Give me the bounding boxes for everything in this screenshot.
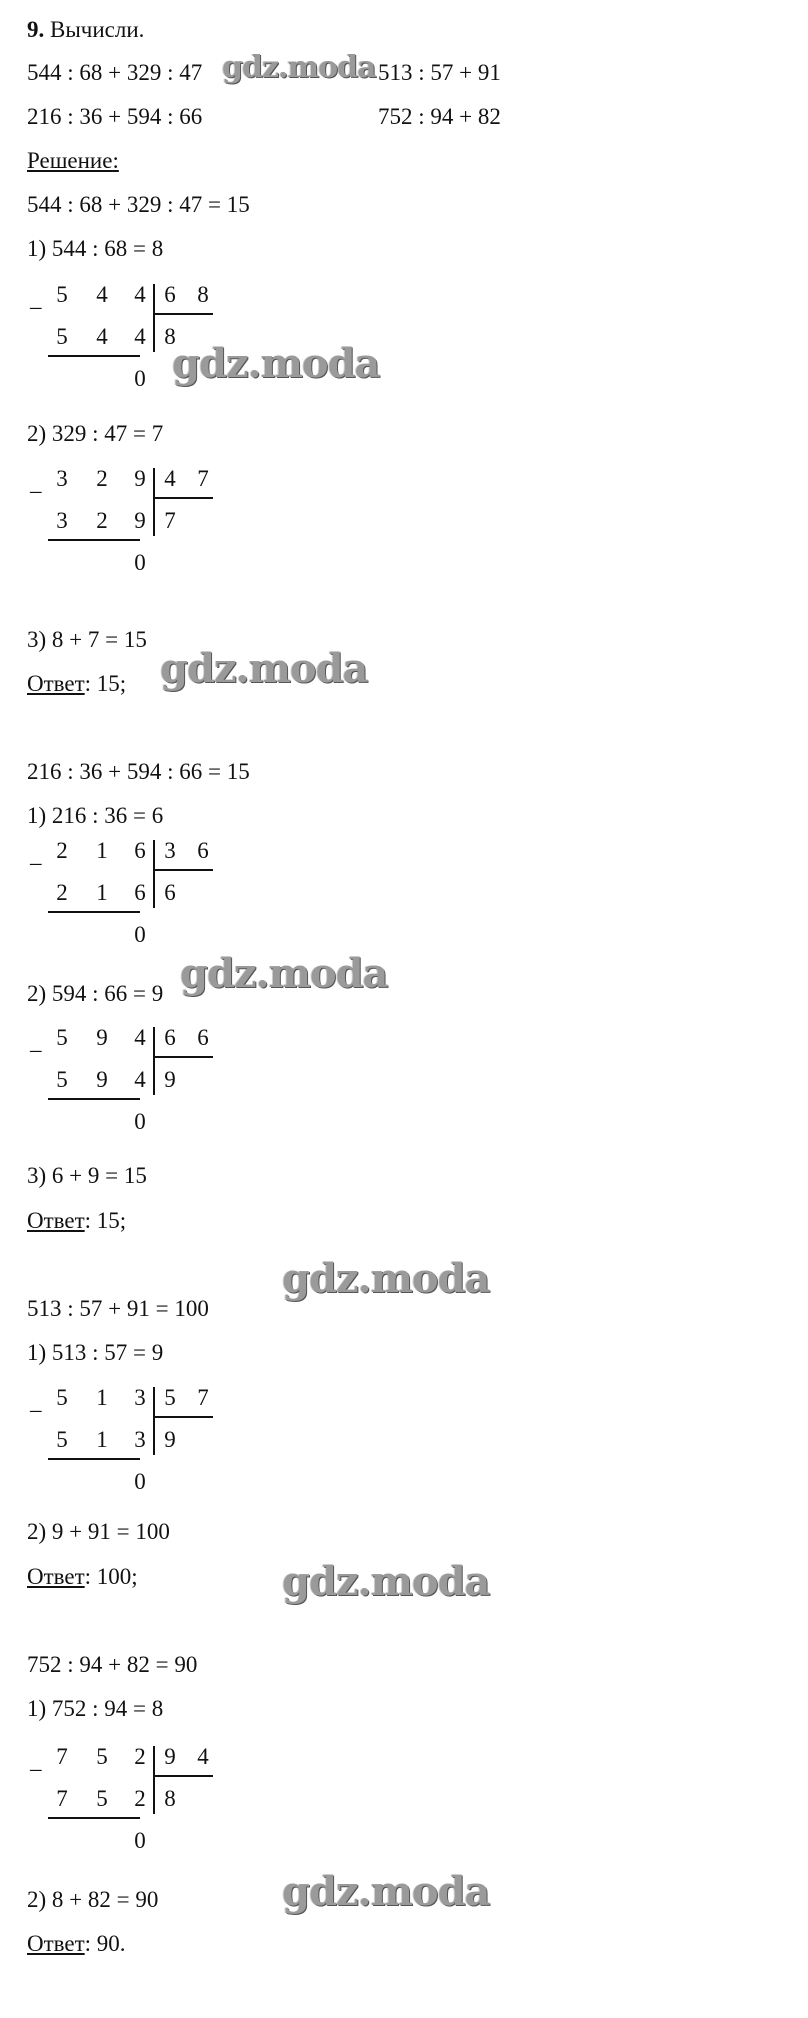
dividend-digit: 2	[134, 1744, 146, 1769]
remainder-digit: 0	[134, 922, 146, 947]
divisor-digit: 5	[164, 1385, 176, 1410]
division-bar	[153, 468, 155, 536]
dividend-digit: 4	[134, 1025, 146, 1050]
divisor-digit: 4	[197, 1744, 209, 1769]
divisor-underline	[153, 497, 213, 499]
quotient-digit: 6	[164, 880, 176, 905]
expression-1: 544 : 68 + 329 : 47	[27, 60, 203, 85]
subtrahend-digit: 4	[134, 1067, 146, 1092]
task-title: Вычисли.	[50, 17, 145, 42]
task-number: 9.	[27, 17, 45, 42]
expression-4: 752 : 94 + 82	[378, 104, 501, 129]
subtrahend-digit: 5	[96, 1786, 108, 1811]
division-bar	[153, 1387, 155, 1455]
minus-sign: –	[30, 850, 42, 875]
subtrahend-digit: 5	[56, 1067, 68, 1092]
block2-step3: 3) 6 + 9 = 15	[27, 1163, 147, 1188]
subtraction-line	[48, 1458, 140, 1460]
subtraction-line	[48, 539, 140, 541]
quotient-digit: 8	[164, 324, 176, 349]
block4-answer: Ответ: 90.	[27, 1931, 126, 1956]
subtrahend-digit: 1	[96, 880, 108, 905]
watermark: gdz.moda	[282, 1255, 490, 1302]
block1-step3: 3) 8 + 7 = 15	[27, 627, 147, 652]
subtrahend-digit: 9	[96, 1067, 108, 1092]
subtrahend-digit: 7	[56, 1786, 68, 1811]
divisor-underline	[153, 1416, 213, 1418]
divisor-digit: 4	[164, 466, 176, 491]
dividend-digit: 1	[96, 1385, 108, 1410]
subtraction-line	[48, 355, 140, 357]
subtrahend-digit: 4	[134, 324, 146, 349]
quotient-digit: 9	[164, 1067, 176, 1092]
watermark: gdz.moda	[282, 1868, 490, 1915]
solution-heading: Решение:	[27, 148, 119, 173]
subtrahend-digit: 3	[56, 508, 68, 533]
subtraction-line	[48, 911, 140, 913]
divisor-underline	[153, 1775, 213, 1777]
minus-sign: –	[30, 1756, 42, 1781]
divisor-underline	[153, 313, 213, 315]
block1-step1: 1) 544 : 68 = 8	[27, 236, 164, 261]
watermark: gdz.moda	[222, 50, 376, 85]
divisor-digit: 7	[197, 1385, 209, 1410]
subtrahend-digit: 5	[56, 1427, 68, 1452]
dividend-digit: 1	[96, 838, 108, 863]
divisor-digit: 6	[164, 282, 176, 307]
quotient-digit: 8	[164, 1786, 176, 1811]
watermark: gdz.moda	[160, 645, 368, 692]
remainder-digit: 0	[134, 1828, 146, 1853]
block2-step2: 2) 594 : 66 = 9	[27, 981, 164, 1006]
dividend-digit: 5	[56, 1385, 68, 1410]
block1-equation: 544 : 68 + 329 : 47 = 15	[27, 192, 250, 217]
block3-step2: 2) 9 + 91 = 100	[27, 1519, 170, 1544]
subtrahend-digit: 1	[96, 1427, 108, 1452]
quotient-digit: 9	[164, 1427, 176, 1452]
divisor-digit: 9	[164, 1744, 176, 1769]
quotient-digit: 7	[164, 508, 176, 533]
watermark: gdz.moda	[172, 340, 380, 387]
block3-answer: Ответ: 100;	[27, 1564, 138, 1589]
minus-sign: –	[30, 1397, 42, 1422]
minus-sign: –	[30, 478, 42, 503]
dividend-digit: 3	[56, 466, 68, 491]
subtrahend-digit: 2	[134, 1786, 146, 1811]
dividend-digit: 5	[56, 282, 68, 307]
dividend-digit: 9	[96, 1025, 108, 1050]
dividend-digit: 2	[56, 838, 68, 863]
block2-step1: 1) 216 : 36 = 6	[27, 803, 164, 828]
block2-long-division-2	[30, 1025, 250, 1135]
remainder-digit: 0	[134, 1109, 146, 1134]
divisor-underline	[153, 869, 213, 871]
divisor-digit: 8	[197, 282, 209, 307]
divisor-digit: 6	[164, 1025, 176, 1050]
watermark: gdz.moda	[282, 1558, 490, 1605]
expression-2: 513 : 57 + 91	[378, 60, 501, 85]
block2-long-division-1	[30, 838, 250, 948]
dividend-digit: 2	[96, 466, 108, 491]
dividend-digit: 5	[96, 1744, 108, 1769]
dividend-digit: 4	[96, 282, 108, 307]
subtrahend-digit: 9	[134, 508, 146, 533]
dividend-digit: 6	[134, 838, 146, 863]
subtrahend-digit: 4	[96, 324, 108, 349]
divisor-digit: 6	[197, 1025, 209, 1050]
division-bar	[153, 840, 155, 908]
division-bar	[153, 284, 155, 352]
remainder-digit: 0	[134, 550, 146, 575]
division-bar	[153, 1746, 155, 1814]
block2-equation: 216 : 36 + 594 : 66 = 15	[27, 759, 250, 784]
minus-sign: –	[30, 294, 42, 319]
subtraction-line	[48, 1098, 140, 1100]
dividend-digit: 3	[134, 1385, 146, 1410]
block1-step2: 2) 329 : 47 = 7	[27, 421, 164, 446]
block4-step2: 2) 8 + 82 = 90	[27, 1887, 159, 1912]
dividend-digit: 4	[134, 282, 146, 307]
divisor-digit: 3	[164, 838, 176, 863]
divisor-digit: 7	[197, 466, 209, 491]
subtraction-line	[48, 1817, 140, 1819]
division-bar	[153, 1027, 155, 1095]
block4-equation: 752 : 94 + 82 = 90	[27, 1652, 198, 1677]
block1-answer: Ответ: 15;	[27, 671, 127, 696]
expression-3: 216 : 36 + 594 : 66	[27, 104, 203, 129]
subtrahend-digit: 2	[96, 508, 108, 533]
dividend-digit: 9	[134, 466, 146, 491]
block4-step1: 1) 752 : 94 = 8	[27, 1696, 164, 1721]
block3-long-division-1	[30, 1385, 250, 1495]
subtrahend-digit: 2	[56, 880, 68, 905]
block3-equation: 513 : 57 + 91 = 100	[27, 1296, 209, 1321]
subtrahend-digit: 5	[56, 324, 68, 349]
dividend-digit: 7	[56, 1744, 68, 1769]
task-header	[27, 16, 144, 44]
minus-sign: –	[30, 1037, 42, 1062]
divisor-underline	[153, 1056, 213, 1058]
subtrahend-digit: 6	[134, 880, 146, 905]
subtrahend-digit: 3	[134, 1427, 146, 1452]
block2-answer: Ответ: 15;	[27, 1208, 127, 1233]
block3-step1: 1) 513 : 57 = 9	[27, 1340, 164, 1365]
remainder-digit: 0	[134, 1469, 146, 1494]
remainder-digit: 0	[134, 366, 146, 391]
block4-long-division-1	[30, 1744, 250, 1854]
watermark: gdz.moda	[180, 950, 388, 997]
dividend-digit: 5	[56, 1025, 68, 1050]
block1-long-division-2	[30, 466, 250, 576]
divisor-digit: 6	[197, 838, 209, 863]
